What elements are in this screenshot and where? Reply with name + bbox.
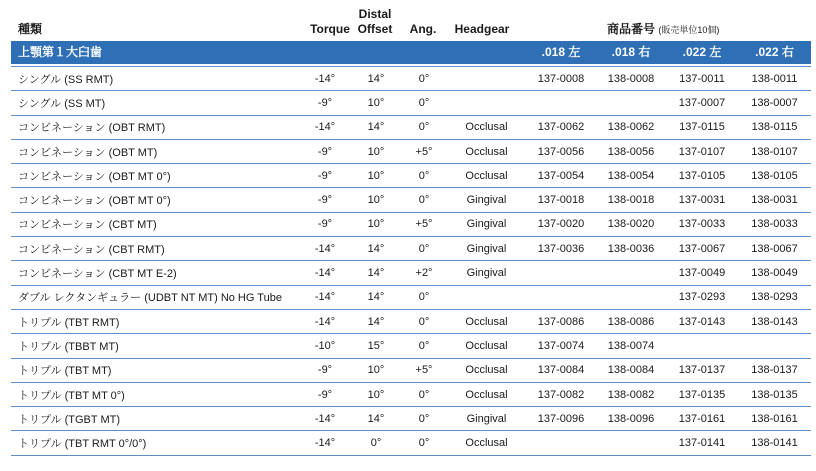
cell-022-right: 138-0143 [738,309,811,333]
cell-022-left: 137-0137 [666,358,738,382]
cell-018-right: 138-0020 [596,212,666,236]
cell-distal-offset: 10° [351,139,401,163]
cell-022-right: 138-0105 [738,164,811,188]
cell-torque: -14° [299,261,351,285]
table-row [11,334,811,358]
cell-type: コンビネーション (CBT MT) [11,212,299,236]
cell-018-left [526,91,596,115]
col-header-headgear: Headgear [454,22,510,36]
cell-018-left: 137-0008 [526,67,596,91]
cell-angulation: 0° [401,285,447,309]
cell-022-left: 137-0107 [666,139,738,163]
cell-headgear: Gingival [447,212,526,236]
table-row [11,212,811,236]
table-row [11,382,811,406]
cell-distal-offset: 14° [351,115,401,139]
cell-distal-offset: 14° [351,407,401,431]
cell-022-left: 137-0293 [666,285,738,309]
cell-torque: -9° [299,91,351,115]
cell-022-left [666,334,738,358]
cell-018-right: 138-0074 [596,334,666,358]
cell-018-left: 137-0036 [526,237,596,261]
cell-018-right [596,91,666,115]
cell-headgear: Occlusal [447,334,526,358]
cell-018-right: 138-0096 [596,407,666,431]
cell-type: コンビネーション (OBT MT 0°) [11,164,299,188]
table-row [11,431,811,455]
cell-distal-offset: 14° [351,261,401,285]
cell-018-left [526,431,596,455]
cell-distal-offset: 10° [351,188,401,212]
cell-018-left: 137-0086 [526,309,596,333]
cell-type: ダブル レクタンギュラー (UDBT NT MT) No HG Tube [11,285,299,309]
band-col-018-right: .018 右 [611,45,651,59]
cell-angulation: 0° [401,309,447,333]
col-header-distal-line1: Distal [358,7,392,21]
cell-torque: -14° [299,115,351,139]
cell-angulation: 0° [401,237,447,261]
cell-022-left: 137-0135 [666,382,738,406]
cell-022-right: 138-0137 [738,358,811,382]
cell-distal-offset: 10° [351,358,401,382]
cell-022-left: 137-0007 [666,91,738,115]
cell-022-left: 137-0143 [666,309,738,333]
cell-distal-offset: 10° [351,382,401,406]
cell-022-right: 138-0107 [738,139,811,163]
cell-headgear: Gingival [447,188,526,212]
cell-torque: -14° [299,309,351,333]
cell-022-right: 138-0033 [738,212,811,236]
product-table [11,66,811,456]
col-header-distal-line2: Offset [357,22,393,36]
cell-022-left: 137-0011 [666,67,738,91]
band-col-018-left: .018 左 [541,45,581,59]
cell-angulation: 0° [401,188,447,212]
cell-018-right: 138-0054 [596,164,666,188]
cell-angulation: +2° [401,261,447,285]
cell-022-right: 138-0161 [738,407,811,431]
cell-022-left: 137-0033 [666,212,738,236]
cell-headgear: Occlusal [447,382,526,406]
cell-headgear: Occlusal [447,115,526,139]
cell-headgear [447,67,526,91]
cell-type: コンビネーション (OBT RMT) [11,115,299,139]
cell-torque: -9° [299,382,351,406]
cell-018-left [526,285,596,309]
cell-distal-offset: 15° [351,334,401,358]
cell-022-left: 137-0161 [666,407,738,431]
cell-022-right: 138-0293 [738,285,811,309]
cell-angulation: +5° [401,212,447,236]
cell-distal-offset: 14° [351,237,401,261]
cell-022-right: 138-0141 [738,431,811,455]
cell-018-right: 138-0036 [596,237,666,261]
cell-angulation: 0° [401,164,447,188]
cell-torque: -14° [299,285,351,309]
cell-torque: -10° [299,334,351,358]
cell-type: コンビネーション (CBT RMT) [11,237,299,261]
cell-type: コンビネーション (OBT MT 0°) [11,188,299,212]
cell-angulation: 0° [401,431,447,455]
cell-torque: -14° [299,407,351,431]
cell-018-left: 137-0062 [526,115,596,139]
cell-022-right: 138-0049 [738,261,811,285]
cell-angulation: +5° [401,358,447,382]
cell-type: トリプル (TBT MT 0°) [11,382,299,406]
table-row [11,115,811,139]
table-header [0,0,816,40]
cell-headgear: Occlusal [447,139,526,163]
table-row [11,358,811,382]
cell-distal-offset: 14° [351,309,401,333]
col-header-product-number [607,22,807,37]
cell-torque: -9° [299,139,351,163]
product-number-label: 商品番号 [607,22,656,36]
cell-torque: -9° [299,358,351,382]
section-band [11,41,811,64]
table-row [11,139,811,163]
cell-018-right: 138-0086 [596,309,666,333]
cell-headgear: Occlusal [447,358,526,382]
cell-018-left: 137-0082 [526,382,596,406]
table-row [11,164,811,188]
cell-018-right: 138-0084 [596,358,666,382]
cell-headgear: Occlusal [447,431,526,455]
cell-018-left: 137-0084 [526,358,596,382]
cell-angulation: +5° [401,139,447,163]
cell-018-left: 137-0056 [526,139,596,163]
cell-headgear: Occlusal [447,164,526,188]
cell-torque: -14° [299,237,351,261]
cell-018-right: 138-0062 [596,115,666,139]
cell-018-right: 138-0082 [596,382,666,406]
table-row [11,67,811,91]
cell-torque: -14° [299,431,351,455]
product-number-note: (販売単位10個) [658,25,720,35]
table-row [11,309,811,333]
cell-headgear: Occlusal [447,309,526,333]
cell-018-right: 138-0008 [596,67,666,91]
cell-type: コンビネーション (CBT MT E-2) [11,261,299,285]
cell-headgear [447,91,526,115]
cell-angulation: 0° [401,67,447,91]
product-table-body [11,67,811,456]
cell-022-right: 138-0031 [738,188,811,212]
cell-angulation: 0° [401,407,447,431]
cell-distal-offset: 10° [351,164,401,188]
cell-distal-offset: 10° [351,212,401,236]
cell-type: トリプル (TBBT MT) [11,334,299,358]
cell-018-left [526,261,596,285]
cell-018-left: 137-0020 [526,212,596,236]
cell-022-left: 137-0141 [666,431,738,455]
cell-type: トリプル (TBT MT) [11,358,299,382]
cell-022-left: 137-0105 [666,164,738,188]
cell-torque: -9° [299,188,351,212]
cell-distal-offset: 14° [351,285,401,309]
cell-torque: -14° [299,67,351,91]
cell-018-right [596,261,666,285]
col-header-torque: Torque [310,22,350,36]
cell-022-left: 137-0067 [666,237,738,261]
cell-distal-offset: 14° [351,67,401,91]
cell-type: コンビネーション (OBT MT) [11,139,299,163]
cell-022-right [738,334,811,358]
cell-angulation: 0° [401,91,447,115]
cell-022-left: 137-0031 [666,188,738,212]
cell-type: シングル (SS MT) [11,91,299,115]
cell-distal-offset: 0° [351,431,401,455]
cell-headgear [447,285,526,309]
col-header-type: 種類 [18,22,43,36]
cell-022-left: 137-0115 [666,115,738,139]
cell-type: トリプル (TGBT MT) [11,407,299,431]
cell-018-left: 137-0096 [526,407,596,431]
cell-022-left: 137-0049 [666,261,738,285]
cell-022-right: 138-0007 [738,91,811,115]
section-title: 上顎第１大臼歯 [18,45,103,59]
cell-angulation: 0° [401,115,447,139]
cell-type: トリプル (TBT RMT) [11,309,299,333]
cell-018-left: 137-0074 [526,334,596,358]
cell-type: シングル (SS RMT) [11,67,299,91]
cell-022-right: 138-0067 [738,237,811,261]
table-row [11,285,811,309]
cell-angulation: 0° [401,382,447,406]
cell-018-left: 137-0054 [526,164,596,188]
cell-distal-offset: 10° [351,91,401,115]
table-row [11,261,811,285]
table-row [11,91,811,115]
cell-018-right: 138-0056 [596,139,666,163]
cell-022-right: 138-0135 [738,382,811,406]
cell-headgear: Gingival [447,407,526,431]
cell-type: トリプル (TBT RMT 0°/0°) [11,431,299,455]
band-col-022-left: .022 左 [682,45,722,59]
cell-angulation: 0° [401,334,447,358]
cell-022-right: 138-0011 [738,67,811,91]
cell-torque: -9° [299,212,351,236]
cell-018-left: 137-0018 [526,188,596,212]
table-row [11,188,811,212]
band-col-022-right: .022 右 [755,45,794,59]
cell-018-right [596,285,666,309]
cell-headgear: Gingival [447,237,526,261]
cell-018-right [596,431,666,455]
cell-torque: -9° [299,164,351,188]
col-header-ang: Ang. [409,22,437,36]
cell-022-right: 138-0115 [738,115,811,139]
cell-headgear: Gingival [447,261,526,285]
table-row [11,407,811,431]
table-row [11,237,811,261]
cell-018-right: 138-0018 [596,188,666,212]
